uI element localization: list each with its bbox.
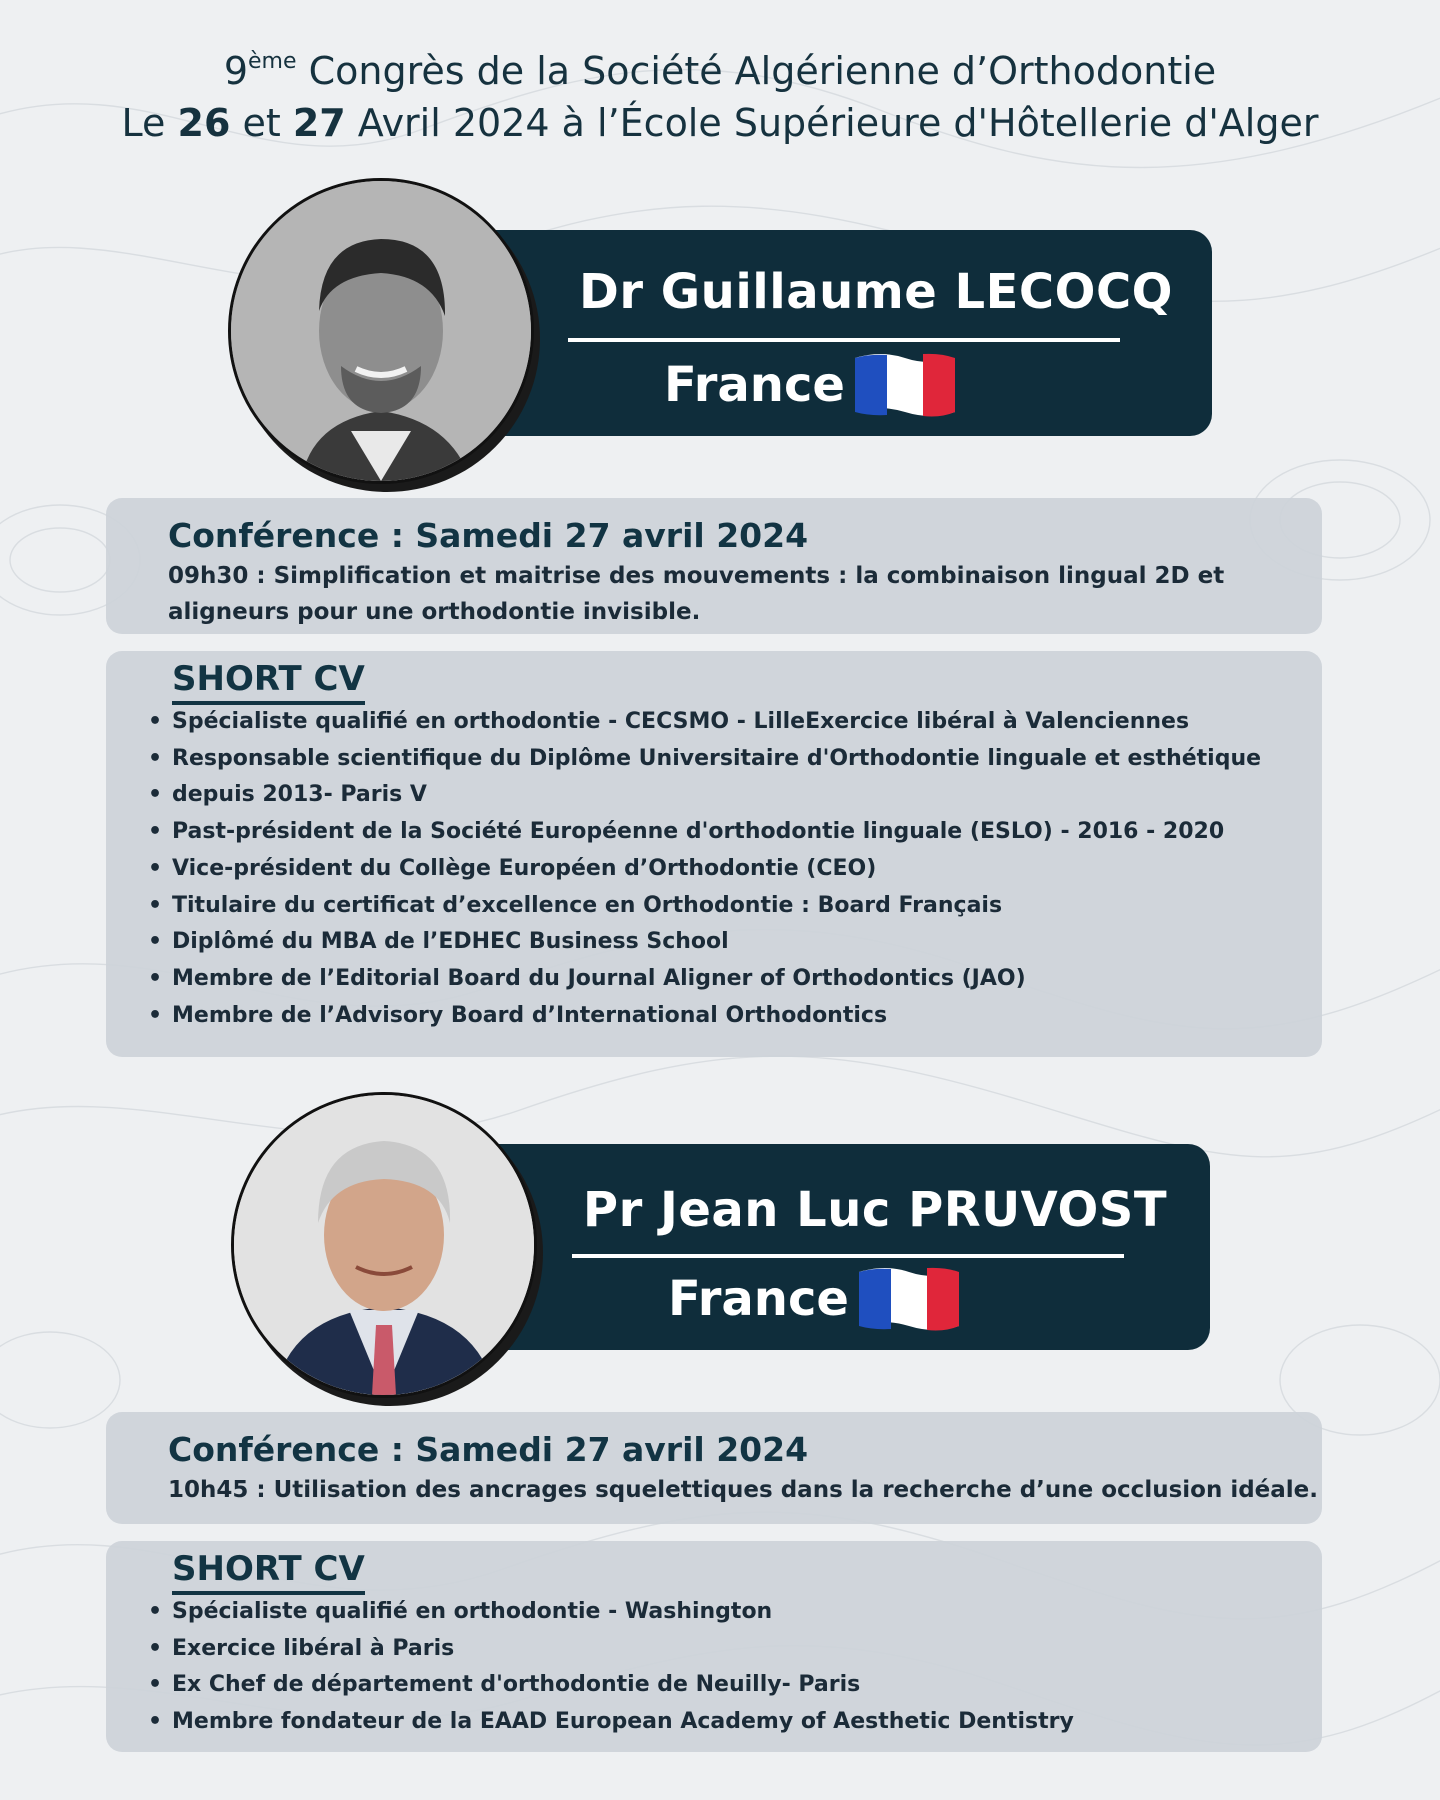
speaker-name-banner bbox=[470, 230, 1212, 436]
cv-title: SHORT CV bbox=[172, 657, 365, 705]
name-divider bbox=[568, 338, 1120, 342]
header-line-1 bbox=[0, 36, 1440, 97]
cv-item: • depuis 2013- Paris V bbox=[148, 777, 1261, 814]
cv-item: • Spécialiste qualifié en orthodontie - CECSMO - LilleExercice libéral à Valenciennes bbox=[148, 704, 1261, 741]
speaker-country-row bbox=[664, 350, 959, 420]
conference-title: Conférence : Samedi 27 avril 2024 bbox=[168, 516, 809, 555]
cv-item: • Membre de l’Advisory Board d’International Orthodontics bbox=[148, 998, 1261, 1035]
france-flag-icon bbox=[851, 350, 959, 420]
cv-item: • Membre fondateur de la EAAD European Academy of Aesthetic Dentistry bbox=[148, 1704, 1074, 1741]
cv-list-pruvost bbox=[148, 1594, 1074, 1741]
cv-panel-lecocq bbox=[106, 651, 1322, 1057]
date-prefix: Le bbox=[121, 101, 178, 145]
event-header bbox=[0, 36, 1440, 149]
ordinal-number: 9 bbox=[223, 49, 248, 93]
speaker-name: Dr Guillaume LECOCQ bbox=[579, 264, 1173, 320]
speaker-country-row bbox=[668, 1264, 963, 1334]
cv-item: • Diplômé du MBA de l’EDHEC Business School bbox=[148, 924, 1261, 961]
ordinal-suffix: ème bbox=[248, 49, 297, 74]
speaker-country: France bbox=[668, 1271, 849, 1327]
conference-panel-pruvost bbox=[106, 1412, 1322, 1524]
conference-title: Conférence : Samedi 27 avril 2024 bbox=[168, 1430, 809, 1469]
conference-description: 10h45 : Utilisation des ancrages squelettiques dans la recherche d’une occlusion idéale. bbox=[168, 1477, 1319, 1503]
speaker-photo-pruvost bbox=[231, 1092, 537, 1398]
speaker-name: Pr Jean Luc PRUVOST bbox=[582, 1182, 1168, 1238]
date-day-2: 27 bbox=[292, 101, 346, 145]
speaker-country: France bbox=[664, 357, 845, 413]
cv-list-lecocq bbox=[148, 704, 1261, 1034]
date-conjunction: et bbox=[230, 101, 293, 145]
conference-panel-lecocq bbox=[106, 498, 1322, 634]
speaker-name-banner bbox=[470, 1144, 1210, 1350]
date-venue: Avril 2024 à l’École Supérieure d'Hôtellerie d'Alger bbox=[345, 101, 1319, 145]
name-divider bbox=[572, 1254, 1124, 1258]
cv-item: • Ex Chef de département d'orthodontie de Neuilly- Paris bbox=[148, 1667, 1074, 1704]
cv-item: • Spécialiste qualifié en orthodontie - Washington bbox=[148, 1594, 1074, 1631]
conference-description: 09h30 : Simplification et maitrise des mouvements : la combinaison lingual 2D et aligneurs pour une orthodontie invisible. bbox=[168, 563, 1225, 625]
header-line-2 bbox=[0, 97, 1440, 149]
cv-title: SHORT CV bbox=[172, 1547, 365, 1595]
speaker-photo-lecocq bbox=[228, 178, 534, 484]
cv-panel-pruvost bbox=[106, 1541, 1322, 1752]
cv-item: • Vice-président du Collège Européen d’Orthodontie (CEO) bbox=[148, 851, 1261, 888]
cv-item: • Responsable scientifique du Diplôme Universitaire d'Orthodontie linguale et esthétique bbox=[148, 741, 1261, 778]
cv-item: • Past-président de la Société Européenne d'orthodontie linguale (ESLO) - 2016 - 2020 bbox=[148, 814, 1261, 851]
congress-title: Congrès de la Société Algérienne d’Orthodontie bbox=[296, 49, 1217, 93]
cv-item: • Titulaire du certificat d’excellence en Orthodontie : Board Français bbox=[148, 888, 1261, 925]
cv-item: • Membre de l’Editorial Board du Journal Aligner of Orthodontics (JAO) bbox=[148, 961, 1261, 998]
france-flag-icon bbox=[855, 1264, 963, 1334]
cv-item: • Exercice libéral à Paris bbox=[148, 1631, 1074, 1668]
date-day-1: 26 bbox=[177, 101, 231, 145]
